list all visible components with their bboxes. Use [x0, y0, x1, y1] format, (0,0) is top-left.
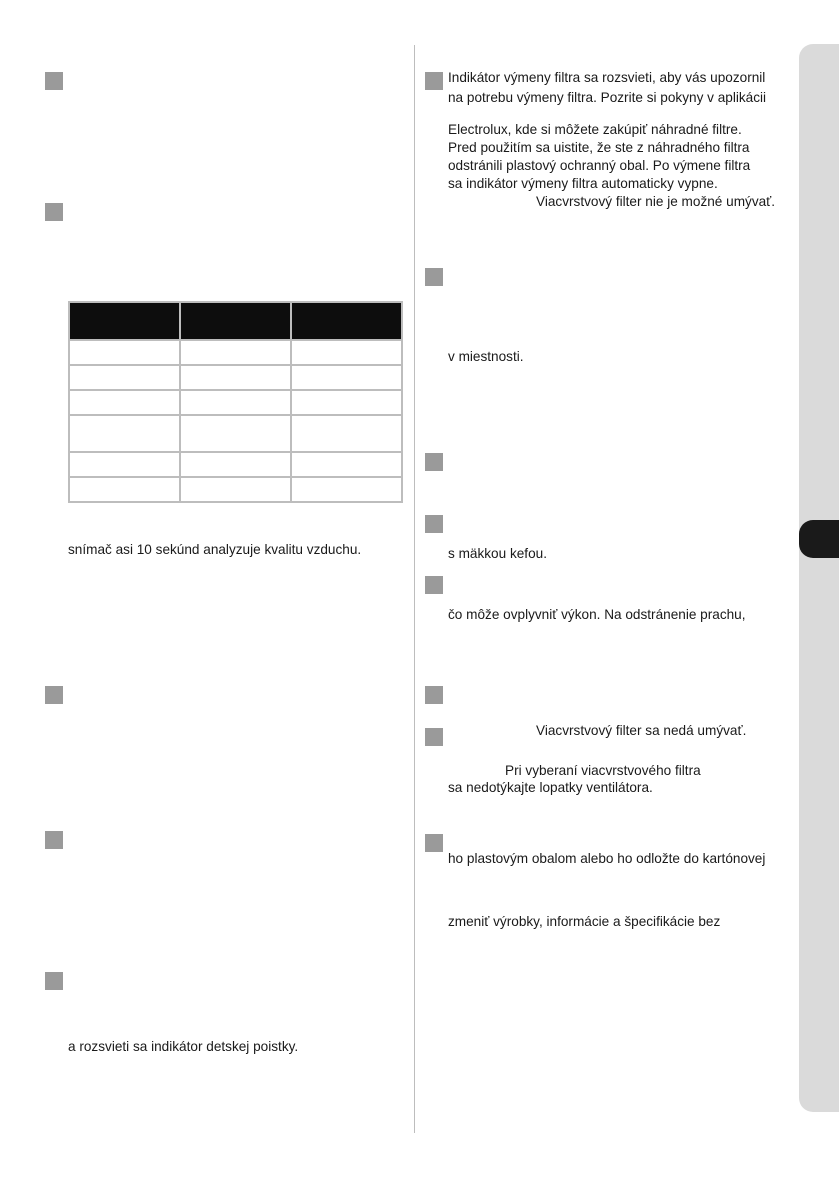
air-quality-text: snímač asi 10 sekúnd analyzuje kvalitu vzduchu. [68, 542, 362, 557]
table-row [69, 365, 402, 390]
filter-indicator-line: Indikátor výmeny filtra sa rozsvieti, aby vás upozornil [448, 70, 766, 85]
rights-text: zmeniť výrobky, informácie a špecifikácie bez [448, 914, 721, 929]
step-marker-11 [425, 686, 443, 704]
table-cell [180, 452, 291, 477]
table-cell [180, 415, 291, 452]
table-cell [180, 365, 291, 390]
removal-text: sa nedotýkajte lopatky ventilátora. [448, 780, 653, 795]
removal-text: Pri vyberaní viacvrstvového filtra [505, 763, 701, 778]
table-header-cell [180, 302, 291, 340]
filter-indicator-line: Electrolux, kde si môžete zakúpiť náhradné filtre. [448, 122, 742, 137]
filter-indicator-line: odstránili plastový ochranný obal. Po výmene filtra [448, 158, 751, 173]
storage-text: ho plastovým obalom alebo ho odložte do kartónovej [448, 851, 766, 866]
section-marker-tab [799, 520, 839, 558]
step-marker-2 [45, 203, 63, 221]
side-thumb-tab [799, 44, 839, 1112]
step-marker-4 [45, 831, 63, 849]
table-cell [180, 390, 291, 415]
step-marker-3 [45, 686, 63, 704]
column-divider [414, 45, 415, 1133]
filter-note: Viacvrstvový filter nie je možné umývať. [536, 194, 776, 209]
no-wash-note: Viacvrstvový filter sa nedá umývať. [536, 723, 747, 738]
table-row [69, 340, 402, 365]
step-marker-6 [425, 72, 443, 90]
table-cell [69, 390, 180, 415]
performance-text: čo môže ovplyvniť výkon. Na odstránenie prachu, [448, 607, 746, 622]
table-cell [69, 340, 180, 365]
room-text: v miestnosti. [448, 349, 524, 364]
step-marker-9 [425, 515, 443, 533]
table-cell [291, 415, 402, 452]
table-cell [291, 477, 402, 502]
spec-table [68, 301, 403, 503]
table-cell [69, 365, 180, 390]
table-header-cell [69, 302, 180, 340]
table-cell [69, 477, 180, 502]
step-marker-8 [425, 453, 443, 471]
filter-indicator-line: na potrebu výmeny filtra. Pozrite si pokyny v aplikácii [448, 90, 767, 105]
child-lock-text: a rozsvieti sa indikátor detskej poistky. [68, 1039, 299, 1054]
table-cell [180, 340, 291, 365]
step-marker-1 [45, 72, 63, 90]
step-marker-5 [45, 972, 63, 990]
table-cell [291, 365, 402, 390]
table-header-row [69, 302, 402, 340]
step-marker-13 [425, 834, 443, 852]
table-header-cell [291, 302, 402, 340]
table-row [69, 390, 402, 415]
filter-indicator-line: Pred použitím sa uistite, že ste z náhradného filtra [448, 140, 750, 155]
table-cell [291, 340, 402, 365]
step-marker-12 [425, 728, 443, 746]
brush-text: s mäkkou kefou. [448, 546, 547, 561]
filter-indicator-line: sa indikátor výmeny filtra automaticky vypne. [448, 176, 718, 191]
table-row [69, 415, 402, 452]
table-cell [180, 477, 291, 502]
table-row [69, 452, 402, 477]
table-row [69, 477, 402, 502]
table-cell [69, 452, 180, 477]
table-cell [69, 415, 180, 452]
step-marker-10 [425, 576, 443, 594]
table-cell [291, 452, 402, 477]
table-cell [291, 390, 402, 415]
step-marker-7 [425, 268, 443, 286]
